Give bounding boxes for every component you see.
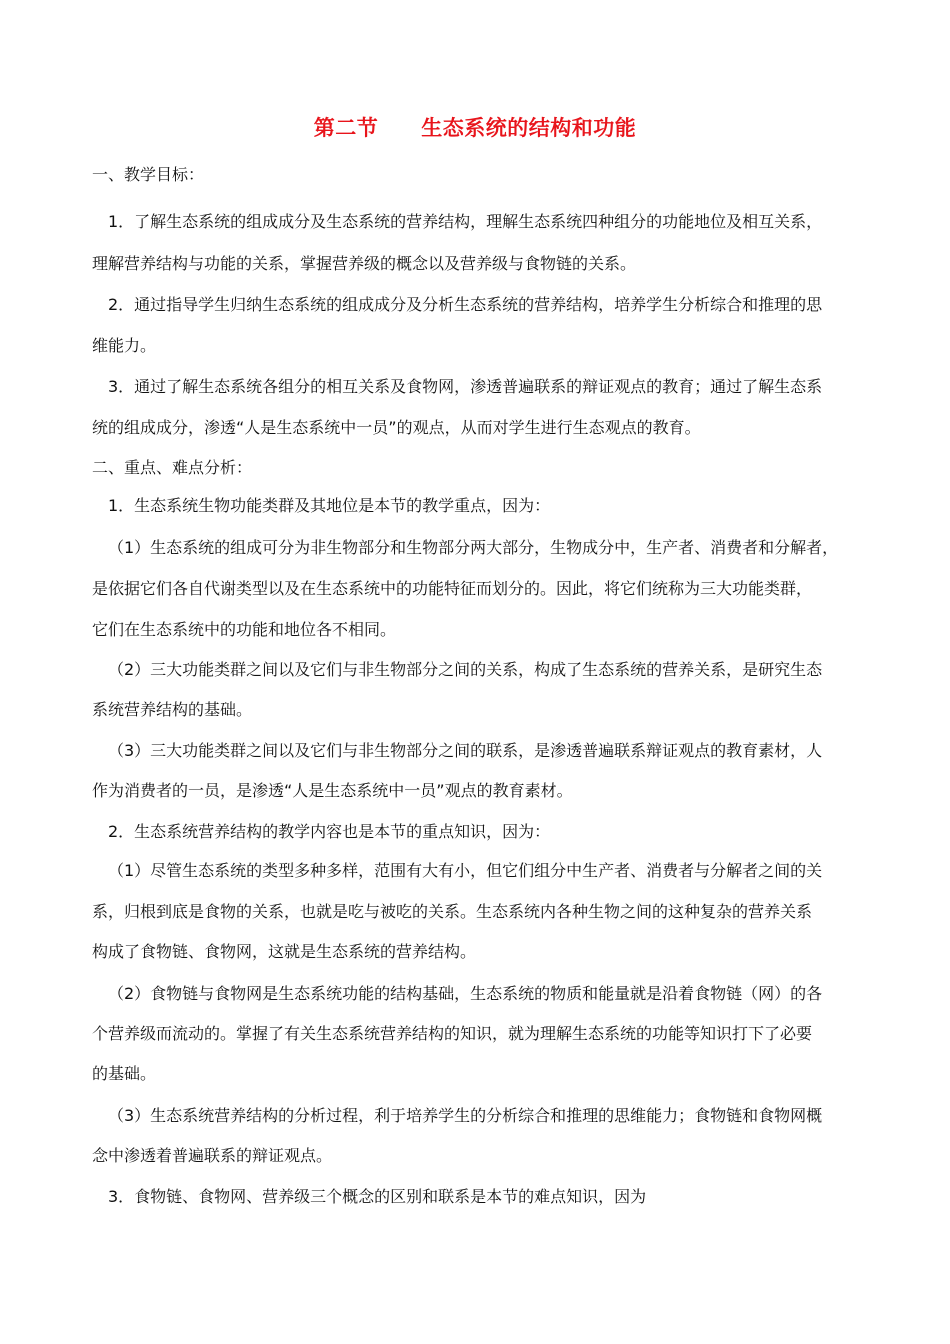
paragraph-line: 系统营养结构的基础。 [92, 700, 253, 719]
paragraph-line: 统的组成成分，渗透“人是生态系统中一员”的观点，从而对学生进行生态观点的教育。 [92, 418, 701, 437]
paragraph-line: （1）生态系统的组成可分为非生物部分和生物部分两大部分，生物成分中，生产者、消费者和分解者， [108, 538, 839, 557]
paragraph-line: 念中渗透着普遍联系的辩证观点。 [92, 1146, 333, 1165]
paragraph-line: （2）食物链与食物网是生态系统功能的结构基础，生态系统的物质和能量就是沿着食物链（网）的各 [108, 984, 823, 1003]
paragraph-line: （3）生态系统营养结构的分析过程，利于培养学生的分析综合和推理的思维能力；食物链和食物网概 [108, 1106, 823, 1125]
paragraph-line: 作为消费者的一员，是渗透“人是生态系统中一员”观点的教育素材。 [92, 781, 573, 800]
paragraph-line: 个营养级而流动的。掌握了有关生态系统营养结构的知识，就为理解生态系统的功能等知识打下了必要 [92, 1024, 813, 1043]
section-heading-objectives: 一、教学目标： [92, 165, 205, 184]
section-heading-key-points: 二、重点、难点分析： [92, 458, 253, 477]
paragraph-line: 维能力。 [92, 336, 157, 355]
paragraph-line: 系，归根到底是食物的关系，也就是吃与被吃的关系。生态系统内各种生物之间的这种复杂的营养关系 [92, 902, 813, 921]
paragraph-line: 1．生态系统生物功能类群及其地位是本节的教学重点，因为： [108, 496, 551, 515]
paragraph-line: 1．了解生态系统的组成成分及生态系统的营养结构，理解生态系统四种组分的功能地位及相互关系， [108, 212, 823, 231]
paragraph-line: 的基础。 [92, 1064, 157, 1083]
page-title: 第二节 生态系统的结构和功能 [313, 116, 637, 140]
paragraph-line: 它们在生态系统中的功能和地位各不相同。 [92, 620, 397, 639]
paragraph-line: 2．生态系统营养结构的教学内容也是本节的重点知识，因为： [108, 822, 551, 841]
paragraph-line: 是依据它们各自代谢类型以及在生态系统中的功能特征而划分的。因此，将它们统称为三大功能类群， [92, 579, 813, 598]
paragraph-line: 3．通过了解生态系统各组分的相互关系及食物网，渗透普遍联系的辩证观点的教育；通过了解生态系 [108, 377, 823, 396]
paragraph-line: （1）尽管生态系统的类型多种多样，范围有大有小，但它们组分中生产者、消费者与分解者之间的关 [108, 861, 823, 880]
paragraph-line: 2．通过指导学生归纳生态系统的组成成分及分析生态系统的营养结构，培养学生分析综合和推理的思 [108, 295, 823, 314]
paragraph-line: （2）三大功能类群之间以及它们与非生物部分之间的关系，构成了生态系统的营养关系，是研究生态 [108, 660, 823, 679]
paragraph-line: 构成了食物链、食物网，这就是生态系统的营养结构。 [92, 942, 477, 961]
paragraph-line: 3．食物链、食物网、营养级三个概念的区别和联系是本节的难点知识，因为 [108, 1187, 647, 1206]
paragraph-line: 理解营养结构与功能的关系，掌握营养级的概念以及营养级与食物链的关系。 [92, 254, 637, 273]
paragraph-line: （3）三大功能类群之间以及它们与非生物部分之间的联系，是渗透普遍联系辩证观点的教育素材，人 [108, 741, 823, 760]
